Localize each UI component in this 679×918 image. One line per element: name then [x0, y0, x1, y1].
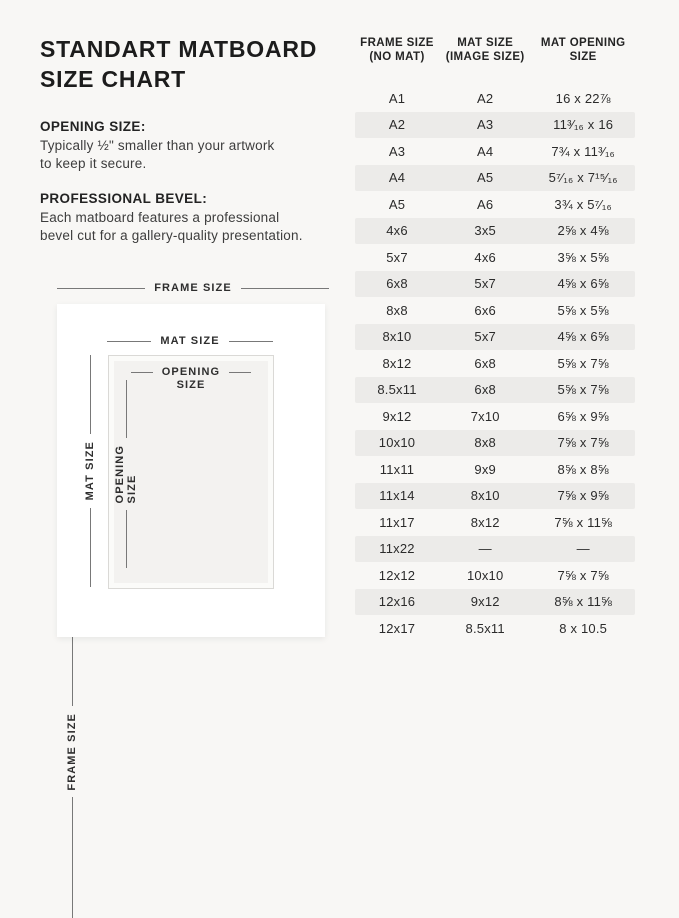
- table-cell: 2⅝ x 4⅝: [557, 223, 609, 239]
- opening-size-left-label: [114, 380, 138, 568]
- table-cell: 11x22: [379, 541, 415, 557]
- table-cell: 5⅝ x 7⅝: [557, 355, 609, 371]
- column-header-frame-size-line1: FRAME SIZE: [360, 37, 434, 49]
- table-cell: 8x10: [470, 488, 500, 504]
- opening-size-top-label-line2: SIZE: [176, 379, 206, 391]
- mat-size-top-label: [107, 335, 273, 348]
- table-row: [355, 324, 635, 351]
- table-cell: A3: [477, 117, 494, 133]
- table-cell: 10x10: [378, 435, 416, 451]
- table-cell: 5x7: [386, 249, 408, 265]
- table-cell: A5: [388, 196, 406, 212]
- page-title-line1: STANDART MATBOARD: [40, 36, 318, 62]
- table-cell: 12x16: [378, 594, 416, 610]
- opening-size-left-label-line1: OPENING: [114, 444, 126, 504]
- table-cell: 7⅝ x 11⅝: [554, 514, 613, 530]
- table-row: [355, 244, 635, 271]
- opening-size-left-label-line2: SIZE: [126, 474, 138, 504]
- table-cell: 9x12: [470, 594, 500, 610]
- opening-size-left-label-text: [114, 445, 138, 503]
- table-cell: 3⅝ x 5⅝: [557, 249, 609, 265]
- mat-size-left-label-text: MAT SIZE: [84, 441, 96, 501]
- opening-size-body: [40, 137, 340, 173]
- table-row: [355, 403, 635, 430]
- table-row: [355, 191, 635, 218]
- page-title: [40, 34, 317, 94]
- column-header-mat-opening: [531, 36, 635, 64]
- frame-size-left-label-text: FRAME SIZE: [66, 712, 78, 791]
- table-cell: 9x12: [382, 408, 412, 424]
- table-row: [355, 165, 635, 192]
- professional-bevel-body: [40, 209, 340, 245]
- table-cell: 5⅝ x 7⅝: [557, 382, 609, 398]
- opening-size-body-line2: to keep it secure.: [40, 156, 147, 171]
- table-cell: 6x8: [474, 355, 496, 371]
- table-cell: 8x8: [386, 302, 408, 318]
- table-cell: 11x17: [379, 514, 415, 530]
- table-row: [355, 483, 635, 510]
- table-cell: 9x9: [474, 461, 496, 477]
- column-header-mat-size: [439, 36, 531, 64]
- table-cell: 11³⁄₁₆ x 16: [553, 117, 614, 133]
- table-cell: 4x6: [474, 249, 496, 265]
- size-table: [355, 36, 635, 642]
- table-cell: 6⅝ x 9⅝: [557, 408, 609, 424]
- table-cell: 8x8: [474, 435, 496, 451]
- table-cell: 4x6: [386, 223, 408, 239]
- frame-size-top-label: [57, 282, 329, 295]
- frame-size-top-label-text: FRAME SIZE: [154, 282, 232, 294]
- table-cell: 8⅝ x 11⅝: [554, 594, 613, 610]
- opening-size-top-label: [131, 366, 251, 392]
- table-cell: 5⅝ x 5⅝: [557, 302, 609, 318]
- table-cell: 5⁷⁄₁₆ x 7¹⁵⁄₁₆: [548, 170, 618, 186]
- opening-size-body-line1: Typically ½" smaller than your artwork: [40, 138, 275, 153]
- table-cell: —: [576, 541, 590, 557]
- table-cell: 4⅝ x 6⅝: [557, 276, 609, 292]
- table-row: [355, 85, 635, 112]
- professional-bevel-body-line1: Each matboard features a professional: [40, 210, 280, 225]
- table-cell: 4⅝ x 6⅝: [557, 329, 609, 345]
- mat-size-top-label-text: MAT SIZE: [160, 335, 220, 347]
- table-row: [355, 562, 635, 589]
- column-header-frame-size-line2: (NO MAT): [369, 51, 425, 63]
- label-rule-line: [126, 510, 127, 568]
- table-row: [355, 589, 635, 616]
- table-cell: 7¾ x 11³⁄₁₆: [551, 143, 615, 159]
- table-row: [355, 112, 635, 139]
- label-rule-line: [90, 355, 91, 434]
- column-header-mat-opening-line2: SIZE: [569, 51, 597, 63]
- table-row: [355, 297, 635, 324]
- professional-bevel-body-line2: bevel cut for a gallery-quality presentation.: [40, 228, 303, 243]
- table-cell: A5: [477, 170, 494, 186]
- label-rule-line: [57, 288, 145, 289]
- size-table-header: [355, 36, 635, 64]
- mat-size-left-label: [82, 355, 98, 587]
- opening-size-heading: OPENING SIZE:: [40, 119, 146, 134]
- table-row: [355, 218, 635, 245]
- table-row: [355, 456, 635, 483]
- table-cell: A2: [388, 117, 406, 133]
- table-cell: 6x8: [386, 276, 408, 292]
- table-cell: 11x11: [379, 461, 415, 477]
- table-cell: 3¾ x 5⁷⁄₁₆: [554, 196, 612, 212]
- professional-bevel-heading: PROFESSIONAL BEVEL:: [40, 191, 208, 206]
- label-rule-line: [72, 797, 73, 918]
- table-cell: 5x7: [474, 276, 496, 292]
- table-cell: 16 x 22⅞: [555, 90, 611, 106]
- table-cell: 10x10: [466, 567, 504, 583]
- table-cell: 8.5x11: [377, 382, 417, 398]
- table-cell: 7⅝ x 7⅝: [557, 567, 609, 583]
- table-cell: A4: [477, 143, 494, 159]
- label-rule-line: [107, 341, 151, 342]
- opening-size-section: [40, 119, 340, 173]
- table-cell: 8x10: [382, 329, 412, 345]
- table-cell: A2: [477, 90, 494, 106]
- matboard-diagram: [30, 281, 335, 791]
- label-rule-line: [241, 288, 329, 289]
- table-cell: 8.5x11: [465, 620, 505, 636]
- column-header-mat-opening-line1: MAT OPENING: [540, 37, 626, 49]
- opening-size-top-label-text: [162, 366, 220, 392]
- column-header-mat-size-line1: MAT SIZE: [457, 37, 514, 49]
- frame-box: [57, 304, 325, 637]
- label-rule-line: [229, 341, 273, 342]
- opening-size-top-label-line1: OPENING: [161, 366, 221, 378]
- label-rule-line: [126, 380, 127, 438]
- table-cell: A3: [388, 143, 406, 159]
- table-cell: 8 x 10.5: [559, 620, 608, 636]
- column-header-mat-size-line2: (IMAGE SIZE): [445, 51, 525, 63]
- professional-bevel-section: [40, 191, 340, 245]
- table-cell: 11x14: [379, 488, 415, 504]
- table-row: [355, 430, 635, 457]
- table-cell: 8x12: [382, 355, 412, 371]
- table-row: [355, 350, 635, 377]
- page-title-line2: SIZE CHART: [40, 66, 186, 92]
- table-cell: A4: [388, 170, 406, 186]
- size-table-rows: [355, 85, 635, 642]
- table-row: [355, 615, 635, 642]
- table-cell: 7⅝ x 7⅝: [557, 435, 609, 451]
- table-row: [355, 377, 635, 404]
- label-rule-line: [229, 372, 251, 373]
- table-cell: 6x8: [474, 382, 496, 398]
- table-cell: A6: [477, 196, 494, 212]
- table-cell: —: [478, 541, 492, 557]
- table-cell: 7⅝ x 9⅝: [557, 488, 609, 504]
- table-row: [355, 536, 635, 563]
- table-cell: 12x12: [378, 567, 416, 583]
- table-row: [355, 509, 635, 536]
- table-cell: 7x10: [470, 408, 500, 424]
- table-cell: 8⅝ x 8⅝: [557, 461, 609, 477]
- table-cell: A1: [388, 90, 406, 106]
- table-cell: 5x7: [474, 329, 496, 345]
- label-rule-line: [90, 508, 91, 587]
- table-cell: 8x12: [470, 514, 500, 530]
- label-rule-line: [131, 372, 153, 373]
- table-row: [355, 271, 635, 298]
- table-cell: 3x5: [474, 223, 496, 239]
- table-row: [355, 138, 635, 165]
- table-cell: 12x17: [378, 620, 416, 636]
- table-cell: 6x6: [474, 302, 496, 318]
- column-header-frame-size: [355, 36, 439, 64]
